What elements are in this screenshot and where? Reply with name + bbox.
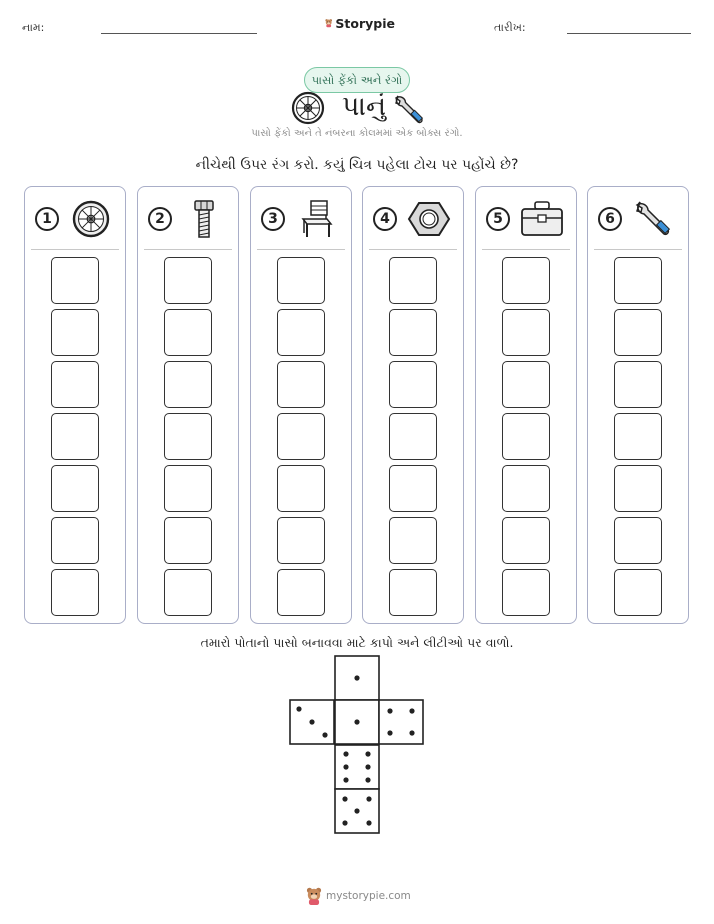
activity-badge: પાસો ફેંકો અને રંગો (304, 67, 410, 93)
page-title: પાનું (341, 91, 387, 122)
date-label: તારીખ: (494, 21, 526, 34)
column-number: 2 (148, 207, 172, 231)
dice-face (335, 745, 379, 789)
footer (306, 886, 416, 906)
subtitle: પાસો ફેંકો અને તે નંબરના કોલમમાં એક બોક્સ રંગો. (251, 128, 463, 139)
column-number: 6 (598, 207, 622, 231)
brand-name: Storypie (335, 15, 395, 31)
column-number: 4 (373, 207, 397, 231)
column-number: 5 (486, 207, 510, 231)
question: નીચેથી ઉપર રંગ કરો. કયું ચિત્ર પહેલા ટોચ પર પહોંચે છે? (195, 157, 519, 173)
cut-fold-instruction: તમારો પોતાનો પાસો બનાવવા માટે કાપો અને લીટીઓ પર વાળો. (200, 635, 514, 650)
name-label: નામ: (22, 21, 45, 34)
bear-icon (306, 887, 322, 905)
dice-face (379, 700, 423, 744)
footer-url[interactable]: mystorypie.com (326, 890, 411, 902)
column-number: 1 (35, 207, 59, 231)
column-number: 3 (261, 207, 285, 231)
